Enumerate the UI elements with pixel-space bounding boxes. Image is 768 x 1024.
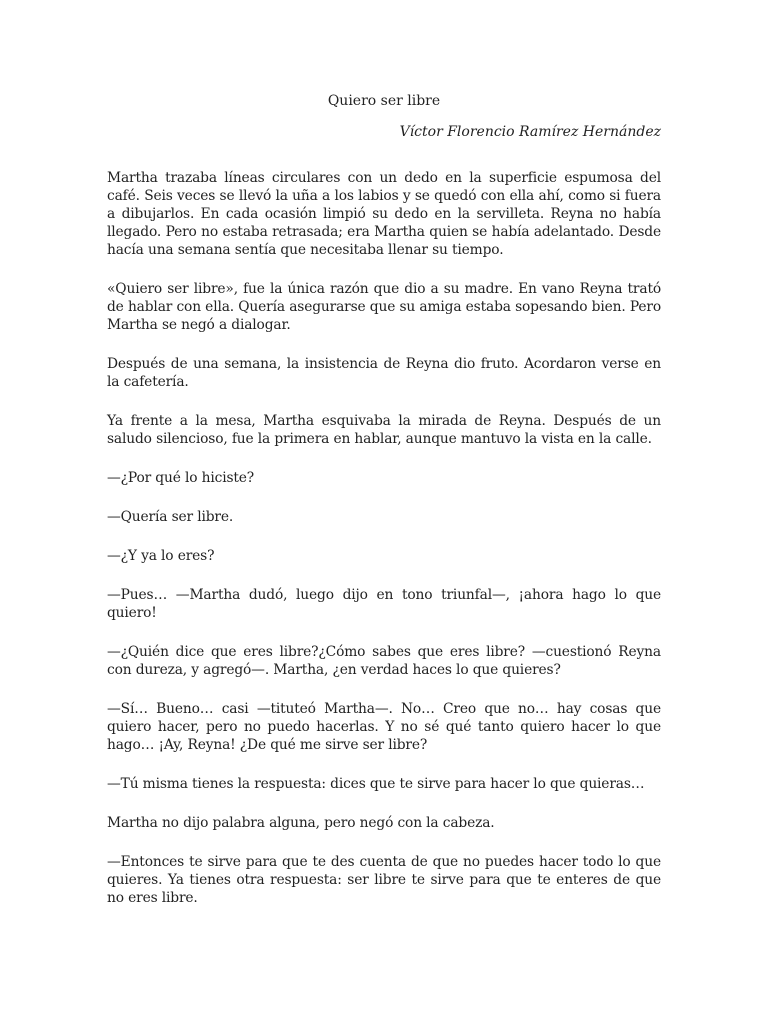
paragraph: «Quiero ser libre», fue la única razón que dio a su madre. En vano Reyna trató de hablar con ella. Quería asegurarse que su amiga estaba sopesando bien. Pero Martha se negó a dialogar. (107, 281, 661, 333)
dialogue-line: —Pues… —Martha dudó, luego dijo en tono triunfal—, ¡ahora hago lo que quiero! (107, 587, 661, 621)
paragraph: Después de una semana, la insistencia de Reyna dio fruto. Acordaron verse en la cafetería. (107, 356, 661, 390)
dialogue-line: —¿Por qué lo hiciste? (107, 470, 255, 486)
dialogue-line: —Sí… Bueno… casi —tituteó Martha—. No… Creo que no… hay cosas que quiero hacer, pero no puedo hacerlas. Y no sé qué tanto quiero hacer lo que hago… ¡Ay, Reyna! ¿De qué me sirve ser libre? (107, 701, 661, 753)
dialogue-line: —Entonces te sirve para que te des cuenta de que no puedes hacer todo lo que quieres. Ya tienes otra respuesta: ser libre te sirve para que te enteres de que no eres libre. (107, 854, 661, 906)
document-title: Quiero ser libre (327, 93, 441, 109)
dialogue-line: —¿Quién dice que eres libre?¿Cómo sabes que eres libre? —cuestionó Reyna con dureza, y agregó—. Martha, ¿en verdad haces lo que quieres? (107, 644, 661, 678)
document-page (107, 92, 661, 907)
dialogue-line: —¿Y ya lo eres? (107, 548, 215, 564)
paragraph: Ya frente a la mesa, Martha esquivaba la mirada de Reyna. Después de un saludo silencioso, fue la primera en hablar, aunque mantuvo la vista en la calle. (107, 413, 661, 447)
paragraph: Martha trazaba líneas circulares con un dedo en la superficie espumosa del café. Seis veces se llevó la uña a los labios y se quedó con ella ahí, como si fuera a dibujarlos. En cada ocasión limpió su dedo en la servilleta. Reyna no había llegado. Pero no estaba retrasada; era Martha quien se había adelantado. Desde hacía una semana sentía que necesitaba llenar su tiempo. (107, 170, 661, 258)
paragraph: Martha no dijo palabra alguna, pero negó con la cabeza. (107, 815, 495, 831)
dialogue-line: —Quería ser libre. (107, 509, 234, 525)
document-author: Víctor Florencio Ramírez Hernández (399, 124, 661, 140)
dialogue-line: —Tú misma tienes la respuesta: dices que te sirve para hacer lo que quieras… (107, 776, 645, 792)
